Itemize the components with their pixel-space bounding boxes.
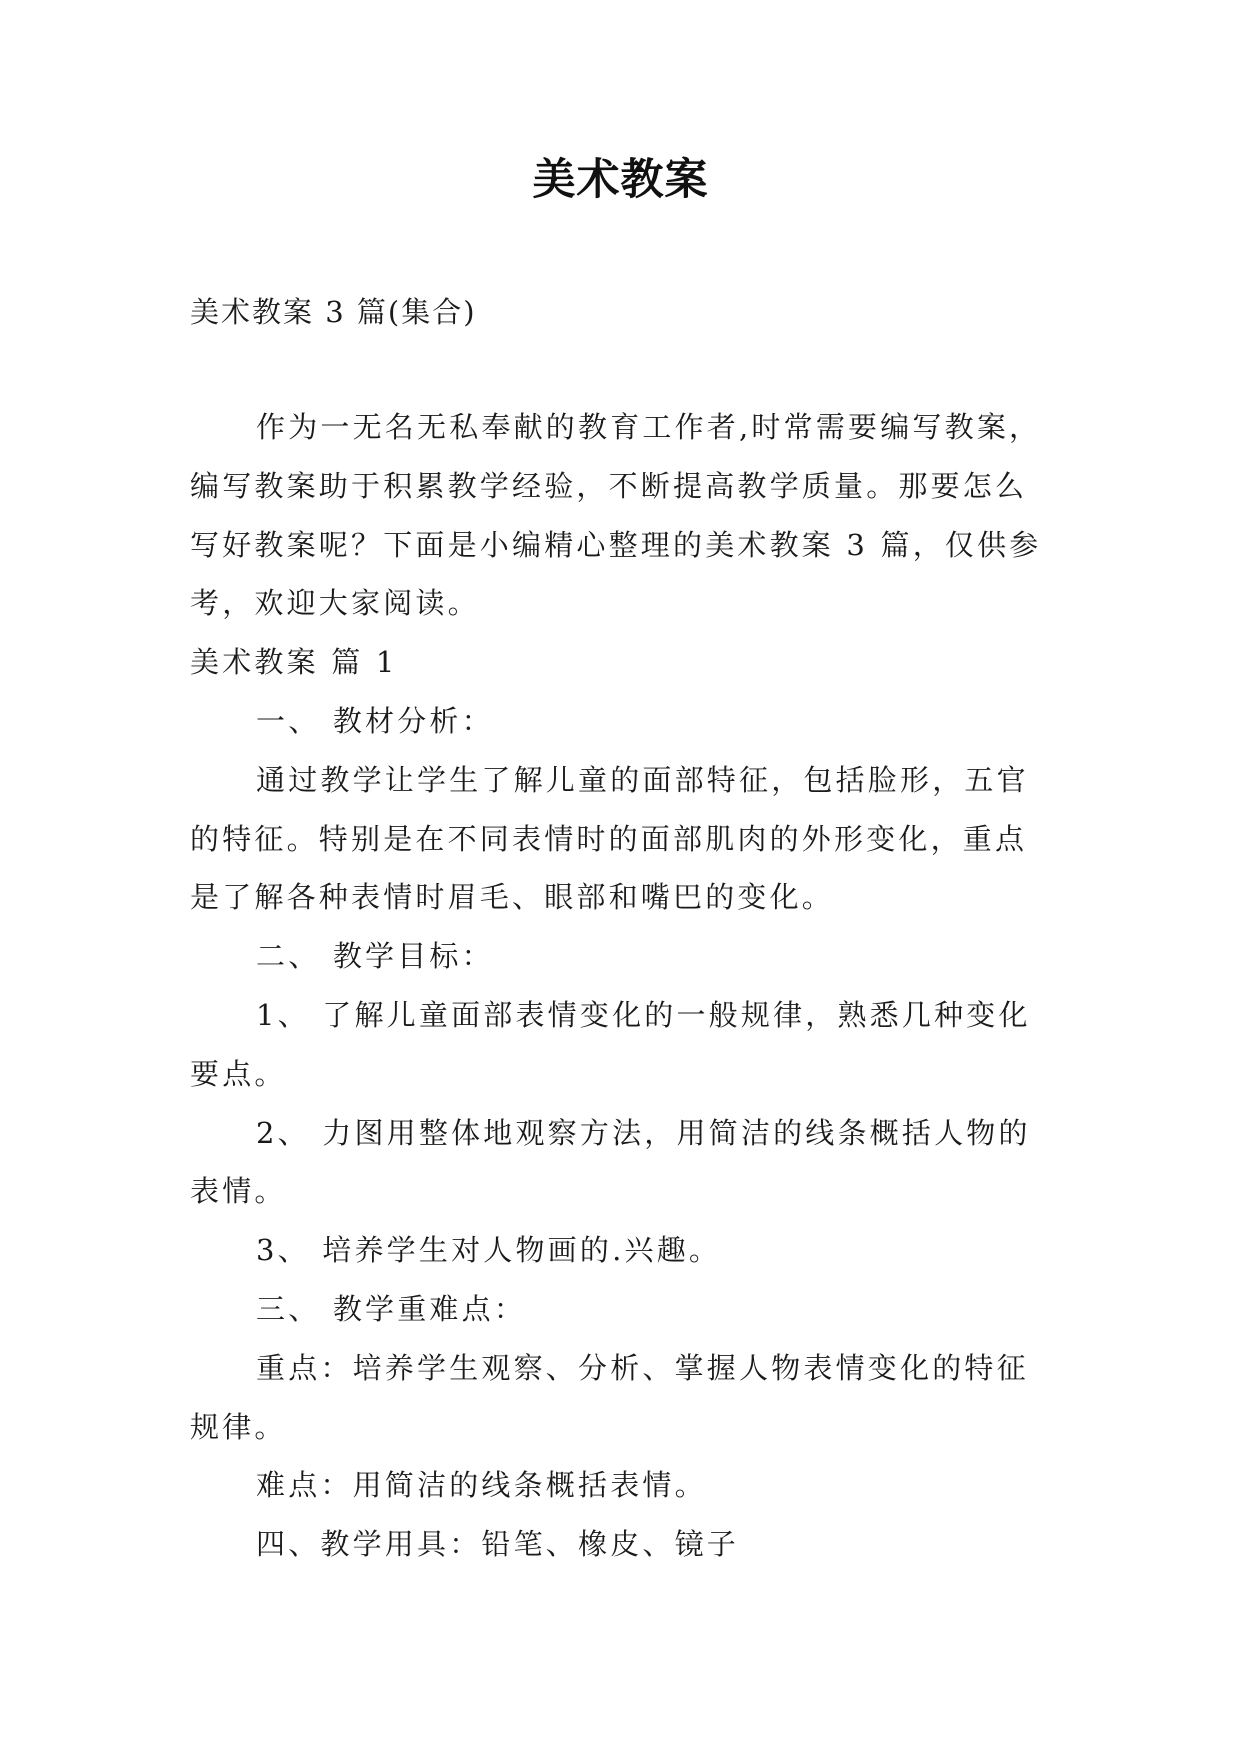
document-title: 美术教案 <box>532 155 709 205</box>
body-line: 三、 教学重难点： <box>256 1291 527 1326</box>
body-line: 规律。 <box>190 1409 287 1444</box>
body-line: 难点：用简洁的线条概括表情。 <box>256 1468 707 1503</box>
body-line: 1、 了解儿童面部表情变化的一般规律，熟悉几种变化 <box>256 997 1031 1032</box>
body-line: 作为一无名无私奉献的教育工作者,时常需要编写教案， <box>256 410 1042 444</box>
body-line: 通过教学让学生了解儿童的面部特征，包括脸形，五官 <box>256 762 1029 797</box>
body-line: 是了解各种表情时眉毛、眼部和嘴巴的变化。 <box>190 880 835 915</box>
body-line: 编写教案助于积累教学经验，不断提高教学质量。那要怎么 <box>190 468 1028 503</box>
body-line: 考，欢迎大家阅读。 <box>190 586 480 621</box>
document-body <box>190 408 1056 1584</box>
body-line: 美术教案 篇 1 <box>190 645 398 680</box>
body-line: 一、 教材分析： <box>256 703 494 738</box>
document-subtitle: 美术教案 3 篇(集合) <box>190 295 477 329</box>
body-line: 3、 培养学生对人物画的.兴趣。 <box>256 1233 722 1268</box>
body-line: 的特征。特别是在不同表情时的面部肌肉的外形变化，重点 <box>190 821 1028 856</box>
body-line: 四、教学用具：铅笔、橡皮、镜子 <box>256 1527 740 1562</box>
body-line: 要点。 <box>190 1056 287 1091</box>
body-line: 重点：培养学生观察、分析、掌握人物表情变化的特征 <box>256 1350 1029 1385</box>
body-line: 写好教案呢？下面是小编精心整理的美术教案 3 篇，仅供参 <box>190 527 1042 562</box>
body-line: 表情。 <box>190 1174 287 1209</box>
body-line: 2、 力图用整体地观察方法，用简洁的线条概括人物的 <box>256 1115 1031 1150</box>
body-line: 二、 教学目标： <box>256 939 494 974</box>
